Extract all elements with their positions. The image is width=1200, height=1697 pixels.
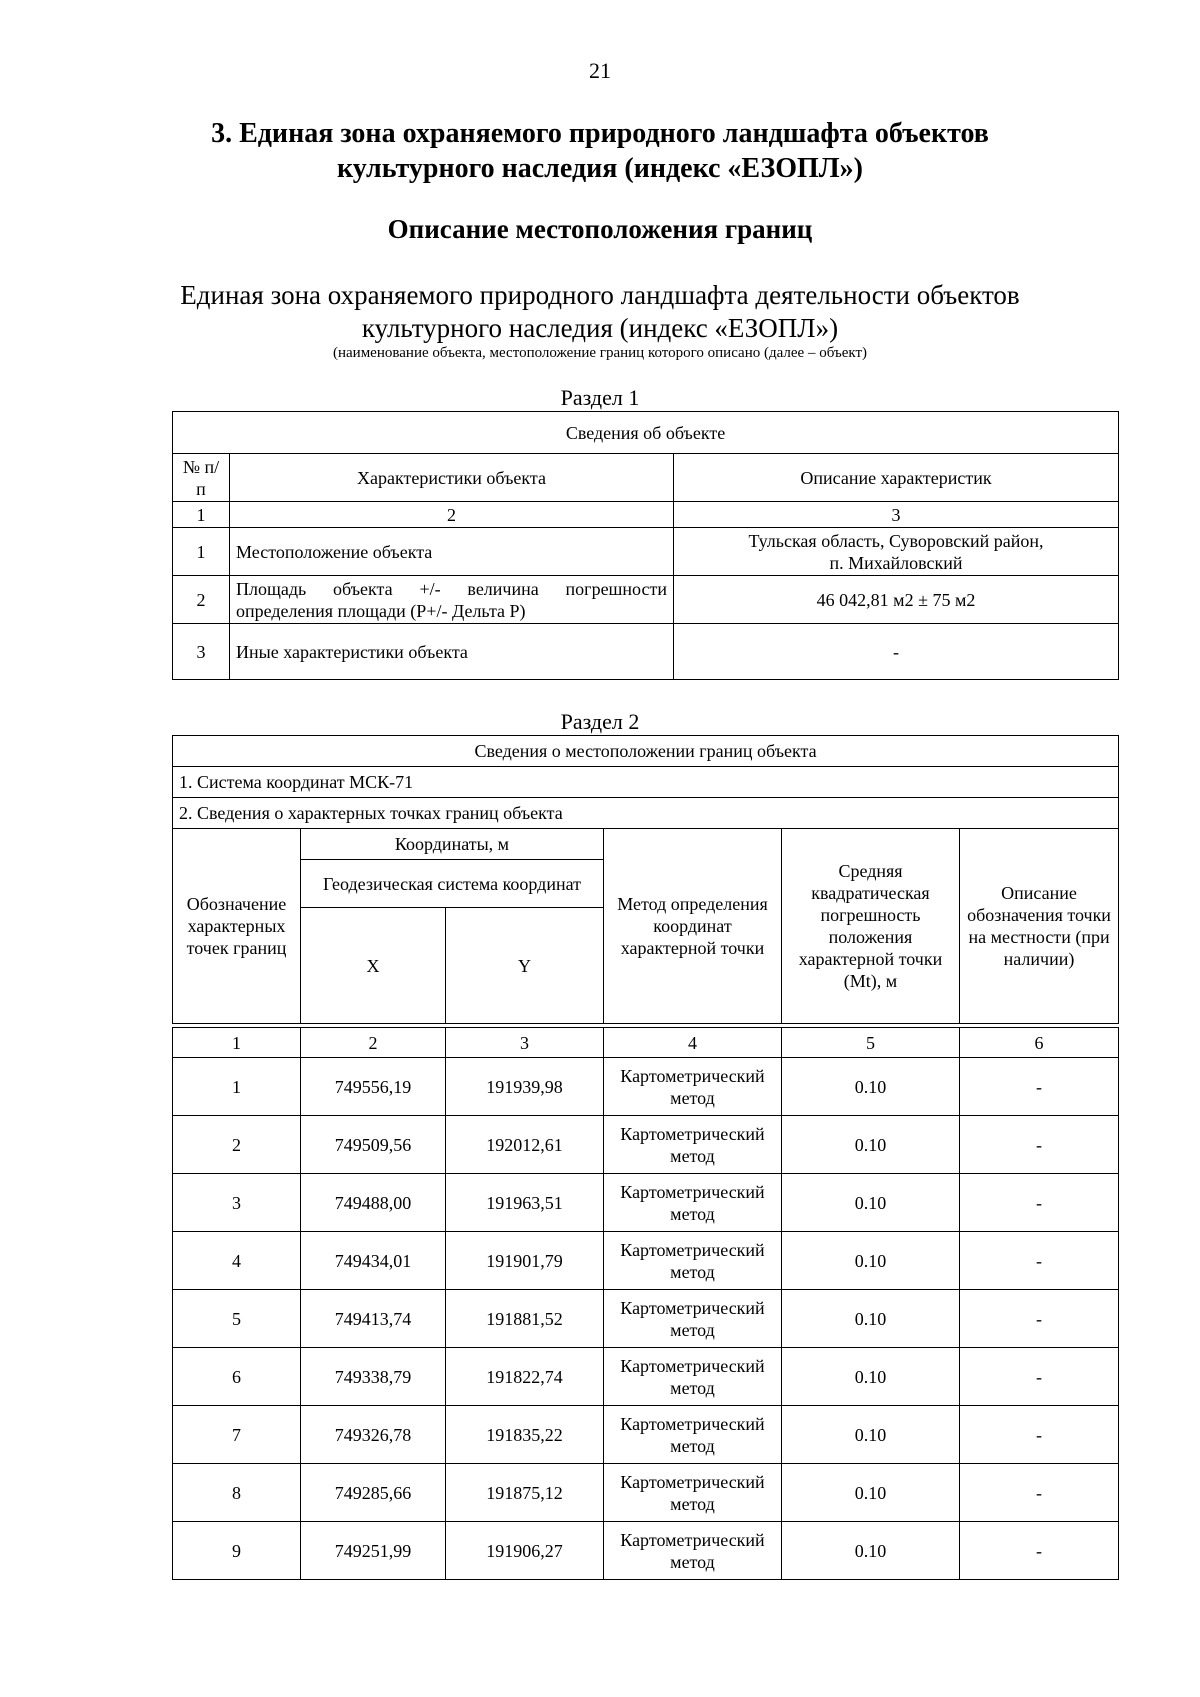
column-number: 1 (173, 502, 230, 528)
note: - (960, 1464, 1119, 1522)
coord-y: 191963,51 (446, 1174, 604, 1232)
characteristic-line-2: определения площади (P+/- Дельта P) (236, 600, 526, 621)
header-method: Метод определения координат характерной точки (604, 829, 782, 1024)
column-number: 3 (674, 502, 1119, 528)
note: - (960, 1174, 1119, 1232)
header-num: № п/п (173, 454, 230, 502)
point-id: 1 (173, 1058, 301, 1116)
object-name-line-2: культурного наследия (индекс «ЕЗОПЛ») (361, 313, 839, 343)
point-id: 3 (173, 1174, 301, 1232)
title-line-1: 3. Единая зона охраняемого природного ландшафта объектов (211, 118, 989, 149)
column-number: 6 (960, 1028, 1119, 1058)
accuracy: 0.10 (782, 1464, 960, 1522)
header-characteristic: Характеристики объекта (230, 454, 674, 502)
coord-y: 191822,74 (446, 1348, 604, 1406)
note: - (960, 1348, 1119, 1406)
coord-y: 191881,52 (446, 1290, 604, 1348)
table-row (173, 1290, 1119, 1348)
table-row (173, 1522, 1119, 1580)
note: - (960, 1232, 1119, 1290)
section-1-label: Раздел 1 (560, 385, 640, 410)
title-line-2: культурного наследия (индекс «ЕЗОПЛ») (337, 153, 863, 184)
table-row (173, 576, 1119, 624)
coord-y: 192012,61 (446, 1116, 604, 1174)
method: Картометрический метод (604, 1232, 782, 1290)
method: Картометрический метод (604, 1406, 782, 1464)
note: - (960, 1116, 1119, 1174)
note: - (960, 1522, 1119, 1580)
points-body (173, 1058, 1119, 1580)
column-number: 2 (230, 502, 674, 528)
header-coordinates: Координаты, м (301, 829, 604, 860)
coord-y: 191939,98 (446, 1058, 604, 1116)
accuracy: 0.10 (782, 1232, 960, 1290)
column-number: 5 (782, 1028, 960, 1058)
object-name-line-1: Единая зона охраняемого природного ландшафта деятельности объектов (180, 280, 1020, 310)
row-characteristic: Иные характеристики объекта (230, 624, 674, 680)
row-description: 46 042,81 м2 ± 75 м2 (674, 576, 1119, 624)
column-number: 1 (173, 1028, 301, 1058)
object-info-table-title: Сведения об объекте (173, 412, 1119, 454)
table-row (173, 1406, 1119, 1464)
row-num: 3 (173, 624, 230, 680)
coord-x: 749509,56 (301, 1116, 446, 1174)
point-id: 2 (173, 1116, 301, 1174)
table-row (173, 624, 1119, 680)
header-geodetic-system: Геодезическая система координат (301, 860, 604, 908)
coord-x: 749338,79 (301, 1348, 446, 1406)
accuracy: 0.10 (782, 1348, 960, 1406)
point-id: 4 (173, 1232, 301, 1290)
method: Картометрический метод (604, 1348, 782, 1406)
document-title (150, 116, 1050, 186)
boundary-points-table (172, 735, 1119, 1580)
coord-x: 749251,99 (301, 1522, 446, 1580)
header-note: Описание обозначения точки на местности (при наличии) (960, 829, 1119, 1024)
coord-x: 749556,19 (301, 1058, 446, 1116)
object-caption: (наименование объекта, местоположение границ которого описано (далее – объект) (332, 345, 868, 361)
description-line-1: Тульская область, Суворовский район, (748, 530, 1044, 551)
point-id: 9 (173, 1522, 301, 1580)
method: Картометрический метод (604, 1290, 782, 1348)
coord-y: 191906,27 (446, 1522, 604, 1580)
table-row (173, 528, 1119, 576)
coord-x: 749434,01 (301, 1232, 446, 1290)
table-row (173, 1058, 1119, 1116)
header-description: Описание характеристик (674, 454, 1119, 502)
table-row (173, 1174, 1119, 1232)
accuracy: 0.10 (782, 1406, 960, 1464)
accuracy: 0.10 (782, 1058, 960, 1116)
method: Картометрический метод (604, 1522, 782, 1580)
section-heading: Описание местоположения границ (387, 214, 813, 244)
point-id: 5 (173, 1290, 301, 1348)
note: - (960, 1290, 1119, 1348)
table-row (173, 1348, 1119, 1406)
coord-x: 749413,74 (301, 1290, 446, 1348)
boundary-table-title: Сведения о местоположении границ объекта (173, 736, 1119, 767)
accuracy: 0.10 (782, 1174, 960, 1232)
method: Картометрический метод (604, 1464, 782, 1522)
points-title: 2. Сведения о характерных точках границ объекта (173, 798, 1119, 829)
column-number: 2 (301, 1028, 446, 1058)
method: Картометрический метод (604, 1058, 782, 1116)
coord-x: 749326,78 (301, 1406, 446, 1464)
header-accuracy: Средняя квадратическая погрешность положения характерной точки (Mt), м (782, 829, 960, 1024)
section-2-label: Раздел 2 (560, 709, 640, 734)
object-name (150, 279, 1050, 345)
header-designation: Обозначение характерных точек границ (173, 829, 301, 1024)
accuracy: 0.10 (782, 1522, 960, 1580)
object-info-table (172, 411, 1119, 680)
coord-y: 191901,79 (446, 1232, 604, 1290)
accuracy: 0.10 (782, 1116, 960, 1174)
row-characteristic (230, 576, 674, 624)
method: Картометрический метод (604, 1116, 782, 1174)
description-line-2: п. Михайловский (829, 552, 963, 573)
characteristic-line-1: Площадь объекта +/- величина погрешности (236, 578, 667, 599)
row-num: 2 (173, 576, 230, 624)
point-id: 8 (173, 1464, 301, 1522)
table-row (173, 1232, 1119, 1290)
table-row (173, 1116, 1119, 1174)
header-y: Y (446, 908, 604, 1024)
row-description: - (674, 624, 1119, 680)
table-row (173, 1464, 1119, 1522)
coord-x: 749285,66 (301, 1464, 446, 1522)
header-x: X (301, 908, 446, 1024)
row-characteristic: Местоположение объекта (230, 528, 674, 576)
note: - (960, 1406, 1119, 1464)
row-description (674, 528, 1119, 576)
note: - (960, 1058, 1119, 1116)
row-num: 1 (173, 528, 230, 576)
column-number: 3 (446, 1028, 604, 1058)
method: Картометрический метод (604, 1174, 782, 1232)
coord-y: 191875,12 (446, 1464, 604, 1522)
point-id: 6 (173, 1348, 301, 1406)
coord-y: 191835,22 (446, 1406, 604, 1464)
accuracy: 0.10 (782, 1290, 960, 1348)
page-number: 21 (589, 58, 611, 83)
point-id: 7 (173, 1406, 301, 1464)
column-number: 4 (604, 1028, 782, 1058)
coordinate-system: 1. Система координат МСК-71 (173, 767, 1119, 798)
coord-x: 749488,00 (301, 1174, 446, 1232)
